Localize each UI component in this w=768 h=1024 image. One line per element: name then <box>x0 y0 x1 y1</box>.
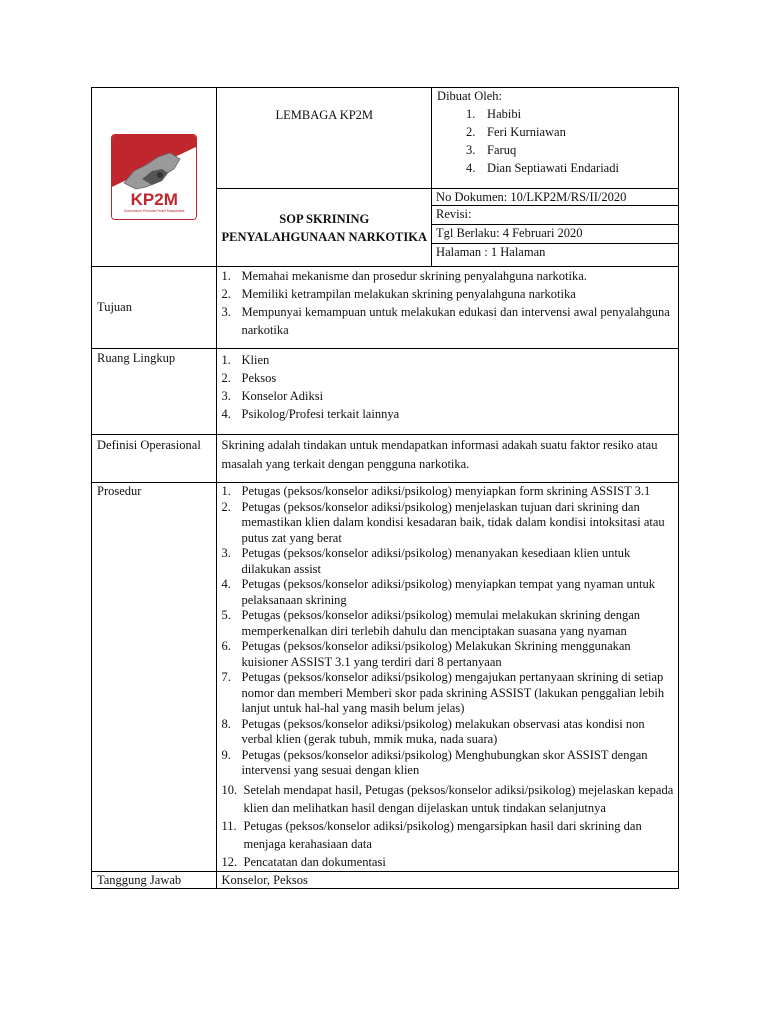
ruang-lingkup-label: Ruang Lingkup <box>92 349 217 435</box>
list-item: 3. Konselor Adiksi <box>221 389 324 403</box>
list-item: 12. Pencatatan dan dokumentasi <box>221 854 386 869</box>
authors-list <box>437 105 674 177</box>
prosedur-list <box>222 484 675 779</box>
document-meta-cell <box>432 189 679 267</box>
tujuan-list <box>222 267 675 339</box>
list-item: 2. Petugas (peksos/konselor adiksi/psikolog) menjelaskan tujuan dari skrining dan memastikan klien dalam kondisi kesadaran baik, tidak dalam kondisi intoksitasi atau putus zat yang berat <box>221 499 665 545</box>
tanggung-jawab-text: Konselor, Peksos <box>216 871 679 888</box>
definisi-label: Definisi Operasional <box>92 435 217 483</box>
ruang-lingkup-content <box>216 349 679 435</box>
prosedur-content <box>216 483 679 872</box>
document-number: No Dokumen: 10/LKP2M/RS/II/2020 <box>432 189 678 206</box>
effective-date: Tgl Berlaku: 4 Februari 2020 <box>432 225 678 244</box>
list-item: 1. Klien <box>221 353 270 367</box>
list-item: 2. Peksos <box>221 371 277 385</box>
sop-document-table <box>91 87 679 889</box>
ruang-lingkup-list <box>222 351 675 423</box>
list-item: 4. Dian Septiawati Endariadi <box>466 161 619 175</box>
list-item: 4. Psikolog/Profesi terkait lainnya <box>221 407 400 421</box>
page-count: Halaman : 1 Halaman <box>436 245 546 259</box>
tujuan-label: Tujuan <box>92 267 217 349</box>
revision: Revisi: <box>432 206 678 225</box>
list-item: 10. Setelah mendapat hasil, Petugas (peksos/konselor adiksi/psikolog) mejelaskan kepada klien dan melihatkan hasil dengan dijelaskan untuk tindakan selanjutnya <box>221 782 674 815</box>
list-item: 2. Feri Kurniawan <box>466 125 566 139</box>
list-item: 3. Petugas (peksos/konselor adiksi/psikolog) menanyakan kesediaan klien untuk dilakukan assist <box>221 546 631 576</box>
list-item: 11. Petugas (peksos/konselor adiksi/psikolog) mengarsipkan hasil dari skrining dan menjaga kerahasiaan data <box>221 818 642 851</box>
list-item: 4. Petugas (peksos/konselor adiksi/psikolog) menyiapkan tempat yang nyaman untuk pelaksanaan skrining <box>221 577 655 607</box>
list-item: 1. Memahai mekanisme dan prosedur skrining penyalahguna narkotika. <box>221 269 587 283</box>
list-item: 5. Petugas (peksos/konselor adiksi/psikolog) memulai melakukan skrining dengan memperkenalkan diri terlebih dahulu dan menciptakan suasana yang nyaman <box>221 608 641 638</box>
sop-title: SOP SKRINING PENYALAHGUNAAN NARKOTIKA <box>216 189 432 267</box>
list-item: 7. Petugas (peksos/konselor adiksi/psikolog) mengajukan pertanyaan skrining di setiap nomor dan memberi Memberi skor pada skrining ASSIST (lakukan penggalian lebih lanjut untuk hal-hal yang masih belum jelas) <box>221 670 665 715</box>
prepared-by-label: Dibuat Oleh: <box>437 89 502 103</box>
list-item: 6. Petugas (peksos/konselor adiksi/psikolog) Melakukan Skrining menggunakan kuisioner ASSIST 3.1 yang terdiri dari 8 pertanyaan <box>221 639 631 669</box>
tujuan-content <box>216 267 679 349</box>
list-item: 1. Petugas (peksos/konselor adiksi/psikolog) menyiapkan form skrining ASSIST 3.1 <box>221 484 651 498</box>
prosedur-label: Prosedur <box>92 483 217 872</box>
list-item: 2. Memiliki ketrampilan melakukan skrining penyalahguna narkotika <box>221 287 576 301</box>
list-item: 3. Faruq <box>466 143 517 157</box>
definisi-text: Skrining adalah tindakan untuk mendapatkan informasi adakah suatu faktor resiko atau masalah yang terkait dengan pengguna narkotika. <box>216 435 679 483</box>
logo-text: KP2M <box>130 190 178 209</box>
list-item: 8. Petugas (peksos/konselor adiksi/psikolog) melakukan observasi atas kondisi non verbal klien (gerak tubuh, mmik muka, nada suara) <box>221 716 645 746</box>
list-item: 9. Petugas (peksos/konselor adiksi/psikolog) Menghubungkan skor ASSIST dengan intervensi yang sesuai dengan klien <box>221 747 648 777</box>
institution-name: LEMBAGA KP2M <box>216 88 432 189</box>
logo-tagline: Konsorsium Pemuda Peduli Masyarakat <box>124 209 185 213</box>
list-item: 3. Mempunyai kemampuan untuk melakukan edukasi dan intervensi awal penyalahguna narkotika <box>221 305 670 337</box>
list-item: 1. Habibi <box>466 107 522 121</box>
tanggung-jawab-label: Tanggung Jawab <box>92 871 217 888</box>
prosedur-list-continued <box>222 781 675 871</box>
prepared-by-cell <box>432 88 679 189</box>
kp2m-logo <box>111 134 197 220</box>
logo-cell <box>92 88 217 267</box>
